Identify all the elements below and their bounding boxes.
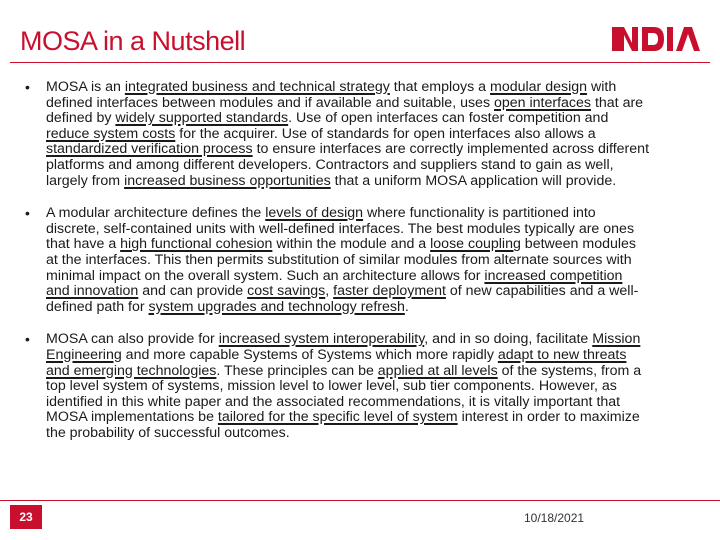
text-segment: MOSA is an bbox=[46, 79, 125, 95]
text-segment: , and in so doing, facilitate bbox=[424, 331, 593, 348]
text-segment: where functionality is partitioned into discrete, self-contained units with well-defined interfaces. The best modules typically are ones that have a bbox=[46, 205, 635, 253]
footer-divider bbox=[0, 500, 720, 501]
bullet-item bbox=[20, 80, 650, 189]
text-segment: MOSA can also provide for bbox=[46, 331, 219, 348]
text-segment: . bbox=[404, 298, 409, 315]
text-segment: of new capabilities and a well-defined path for bbox=[46, 283, 639, 315]
bullet-item bbox=[20, 332, 650, 441]
text-segment: that employs a bbox=[389, 79, 491, 95]
underlined-phrase: increased system interoperability bbox=[218, 331, 425, 348]
underlined-phrase: tailored for the specific level of system bbox=[217, 409, 458, 426]
text-segment: and more capable Systems of Systems which more rapidly bbox=[121, 346, 498, 363]
underlined-phrase: loose coupling bbox=[430, 236, 521, 253]
text-segment: for the acquirer. Use of standards for open interfaces also allows a bbox=[175, 125, 596, 142]
bullet-dot-icon: • bbox=[25, 331, 30, 348]
bullet-list bbox=[20, 80, 650, 458]
underlined-phrase: open interfaces bbox=[494, 94, 592, 111]
underlined-phrase: high functional cohesion bbox=[120, 236, 273, 253]
text-segment: to ensure interfaces are correctly implemented across different platforms and among different developers. Contractors and suppliers stand to gain as well, largely from bbox=[46, 141, 650, 189]
underlined-phrase: cost savings bbox=[247, 283, 326, 300]
text-segment: that are defined by bbox=[46, 94, 644, 127]
title-divider bbox=[10, 62, 710, 63]
bullet-dot-icon: • bbox=[25, 79, 30, 95]
text-segment: . These principles can be bbox=[216, 362, 378, 379]
bullet-item bbox=[20, 206, 650, 315]
underlined-phrase: Mission Engineering bbox=[46, 331, 641, 363]
text-segment: A modular architecture defines the bbox=[46, 205, 266, 222]
text-segment: and can provide bbox=[138, 283, 248, 300]
underlined-phrase: integrated business and technical strategy bbox=[124, 79, 390, 95]
slide-date: 10/18/2021 bbox=[524, 511, 585, 525]
text-segment: between modules at the interfaces. This then permits substitution of similar modules from alternate sources with minimal impact on the overall system. Such an architecture allows for bbox=[46, 236, 637, 284]
underlined-phrase: faster deployment bbox=[333, 283, 446, 300]
text-segment: with defined interfaces between modules and if available and suitable, uses bbox=[46, 79, 617, 111]
underlined-phrase: reduce system costs bbox=[46, 125, 176, 142]
bullet-dot-icon: • bbox=[25, 205, 30, 222]
ndia-logo bbox=[610, 23, 706, 55]
text-segment: . Use of open interfaces can foster competition and bbox=[288, 110, 609, 127]
bullet-text bbox=[46, 332, 650, 441]
slide-title: MOSA in a Nutshell bbox=[20, 26, 246, 56]
underlined-phrase: levels of design bbox=[265, 205, 364, 222]
bullet-text bbox=[46, 80, 650, 189]
underlined-phrase: increased competition and innovation bbox=[46, 267, 623, 300]
underlined-phrase: standardized verification process bbox=[46, 141, 253, 158]
underlined-phrase: widely supported standards bbox=[115, 110, 289, 127]
page-number: 23 bbox=[10, 505, 42, 529]
underlined-phrase: increased business opportunities bbox=[124, 172, 331, 189]
underlined-phrase: system upgrades and technology refresh bbox=[148, 298, 405, 315]
text-segment: , bbox=[325, 283, 334, 300]
underlined-phrase: adapt to new threats and emerging technologies bbox=[46, 346, 627, 379]
bullet-text bbox=[46, 206, 650, 315]
text-segment: interest in order to maximize the probability of successful outcomes. bbox=[46, 409, 640, 441]
underlined-phrase: modular design bbox=[490, 79, 588, 95]
text-segment: that a uniform MOSA application will provide. bbox=[330, 172, 617, 189]
text-segment: of the systems, from a top level system of systems, mission level to lower level, sub tier components. However, as identified in this white paper and the associated recommendations, it is vitally important that MOSA implementations be bbox=[46, 362, 642, 426]
underlined-phrase: applied at all levels bbox=[377, 362, 498, 379]
text-segment: within the module and a bbox=[272, 236, 431, 253]
